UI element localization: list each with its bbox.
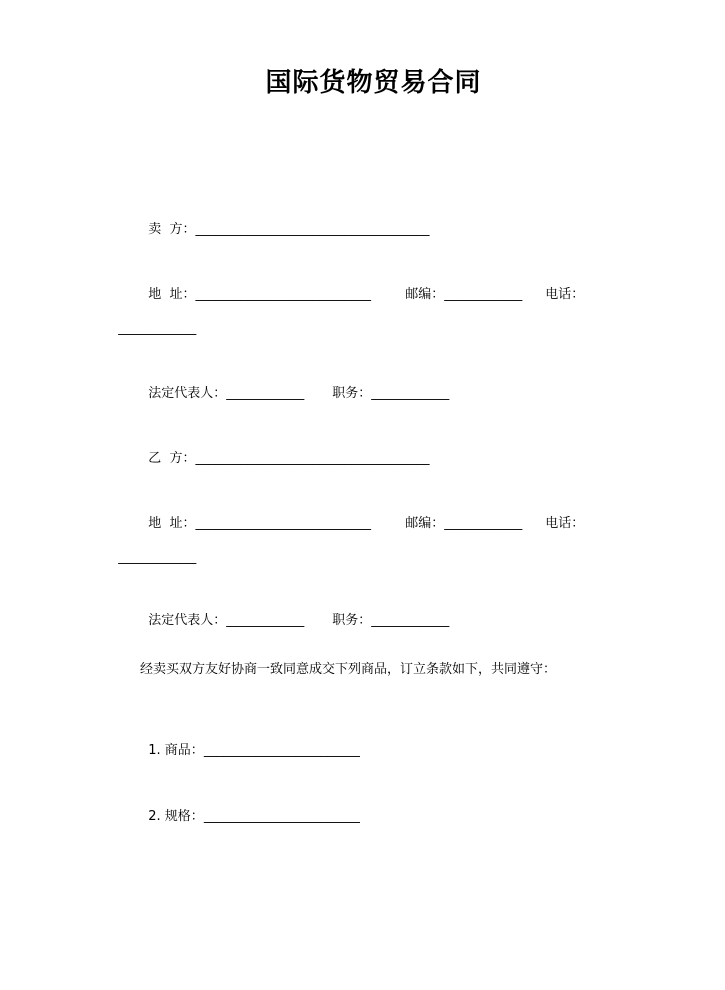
address2-label: 地 址：	[148, 516, 196, 531]
address-label: 地 址：	[148, 287, 196, 302]
legal-rep2-label: 法定代表人：	[148, 613, 227, 628]
position-label: 职务：	[332, 386, 372, 401]
address-line	[140, 271, 371, 303]
buyer-line	[140, 435, 430, 467]
position2-blank[interactable]: ____________	[371, 613, 450, 628]
legal-rep-label: 法定代表人：	[148, 386, 227, 401]
buyer-blank[interactable]: ____________________________________	[195, 451, 430, 466]
phone-blank-line	[110, 305, 196, 337]
position-group	[324, 370, 449, 402]
postcode-label: 邮编：	[405, 287, 445, 302]
item2-line	[140, 793, 360, 825]
item1-label: 1. 商品：	[148, 743, 204, 758]
phone-label: 电话：	[545, 287, 585, 302]
legal-rep-blank[interactable]: ____________	[226, 386, 305, 401]
intro-paragraph: 经卖买双方友好协商一致同意成交下列商品，订立条款如下，共同遵守：	[140, 662, 557, 677]
phone2-label: 电话：	[545, 516, 585, 531]
postcode2-blank[interactable]: ____________	[444, 516, 523, 531]
item2-label: 2. 规格：	[148, 809, 204, 824]
document-title: 国际货物贸易合同	[265, 68, 482, 98]
legal-rep2-blank[interactable]: ____________	[226, 613, 305, 628]
buyer-label: 乙 方：	[148, 451, 196, 466]
seller-line	[140, 206, 430, 238]
item2-blank[interactable]: ________________________	[203, 809, 360, 824]
seller-blank[interactable]: ____________________________________	[195, 222, 430, 237]
position2-group	[324, 597, 449, 629]
item1-line	[140, 727, 360, 759]
address-blank[interactable]: ___________________________	[195, 287, 372, 302]
position2-label: 职务：	[332, 613, 372, 628]
postcode2-label: 邮编：	[405, 516, 445, 531]
phone2-blank-line	[110, 534, 196, 566]
seller-label: 卖 方：	[148, 222, 196, 237]
address2-line	[140, 500, 371, 532]
legal-rep2-line	[140, 597, 304, 629]
phone-blank[interactable]: ____________	[118, 321, 197, 336]
phone2-blank[interactable]: ____________	[118, 550, 197, 565]
legal-rep-line	[140, 370, 304, 402]
postcode-blank[interactable]: ____________	[444, 287, 523, 302]
position-blank[interactable]: ____________	[371, 386, 450, 401]
item1-blank[interactable]: ________________________	[203, 743, 360, 758]
postcode2-group	[397, 500, 522, 532]
address2-blank[interactable]: ___________________________	[195, 516, 372, 531]
phone-group	[537, 271, 584, 303]
phone2-group	[537, 500, 584, 532]
postcode-group	[397, 271, 522, 303]
